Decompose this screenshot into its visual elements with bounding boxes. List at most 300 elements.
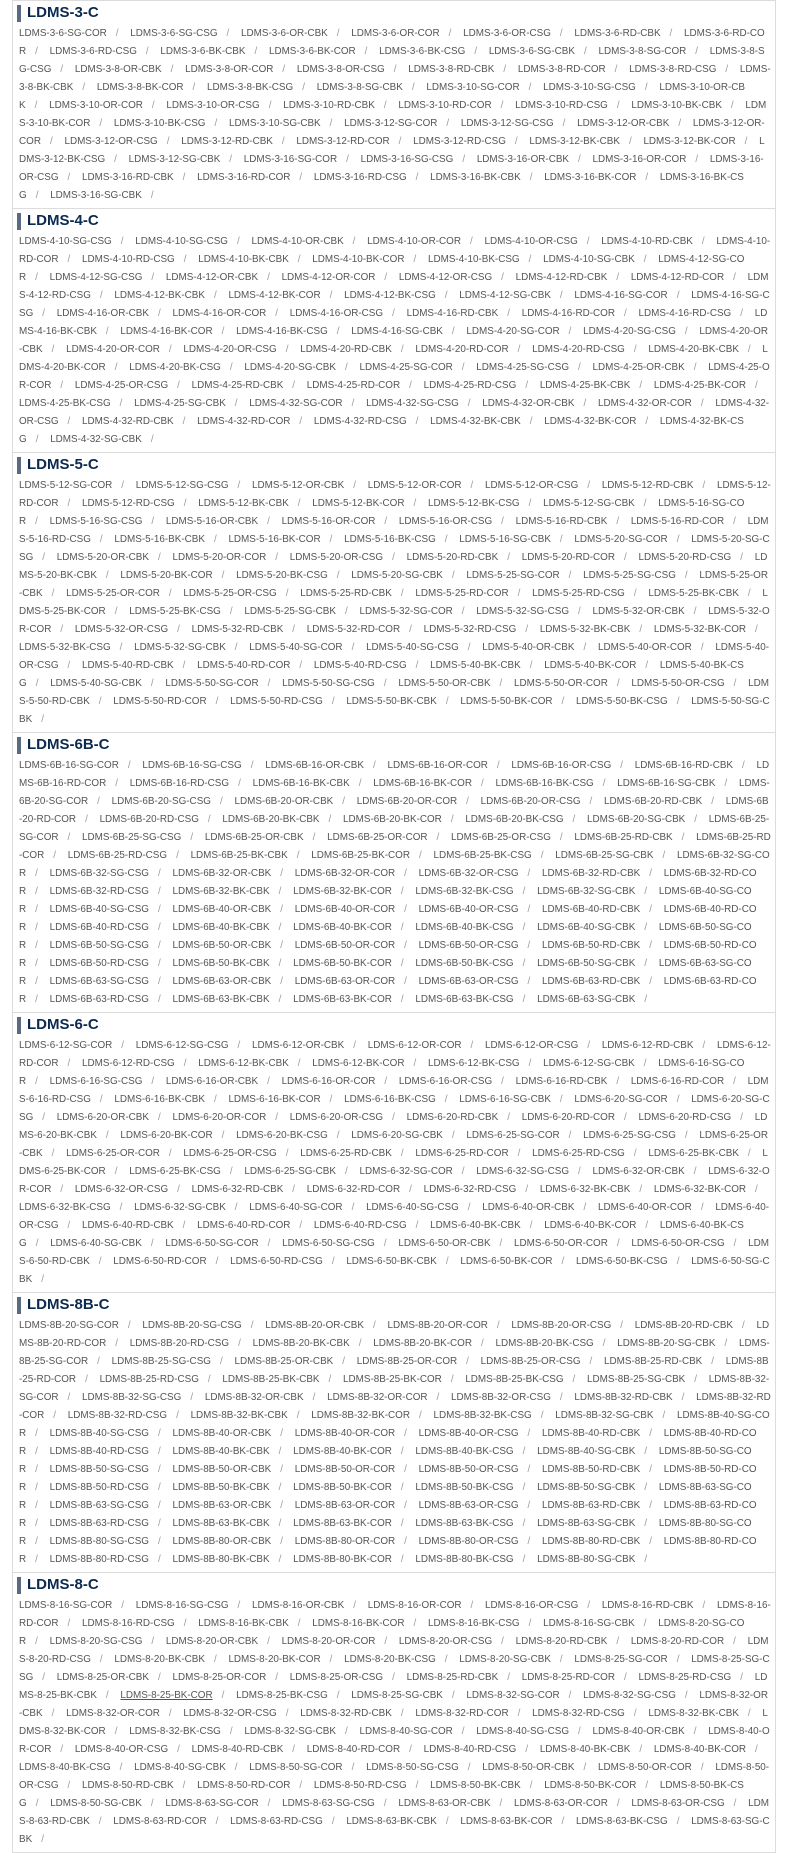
product-link[interactable]: LDMS-8-32-SG-CBK (244, 1726, 336, 1737)
product-link[interactable]: LDMS-6B-25-BK-CSG (433, 850, 532, 861)
product-link[interactable]: LDMS-6-12-SG-CBK (543, 1058, 635, 1069)
product-link[interactable]: LDMS-8-20-SG-CSG (49, 1636, 143, 1647)
product-link[interactable]: LDMS-6-32-OR-COR (19, 1166, 770, 1195)
product-link[interactable]: LDMS-8B-80-RD-CSG (49, 1554, 149, 1565)
product-link[interactable]: LDMS-6-40-SG-COR (249, 1202, 343, 1213)
product-link[interactable]: LDMS-8B-63-SG-CSG (49, 1500, 149, 1511)
product-link[interactable]: LDMS-3-16-OR-CBK (476, 154, 569, 165)
product-link[interactable]: LDMS-6-40-OR-CSG (19, 1202, 770, 1231)
product-link[interactable]: LDMS-5-50-RD-COR (113, 696, 207, 707)
product-link[interactable]: LDMS-6B-20-OR-CBK (234, 796, 334, 807)
product-link[interactable]: LDMS-8-50-SG-CSG (366, 1762, 459, 1773)
product-link[interactable]: LDMS-4-10-OR-CSG (484, 236, 578, 247)
product-link[interactable]: LDMS-8-32-RD-CSG (532, 1708, 625, 1719)
product-link[interactable]: LDMS-8B-32-OR-CBK (204, 1392, 304, 1403)
product-link[interactable]: LDMS-3-8-BK-CBK (19, 64, 771, 93)
product-link[interactable]: LDMS-3-12-RD-COR (296, 136, 390, 147)
product-link[interactable]: LDMS-6B-40-OR-COR (294, 904, 396, 915)
product-link[interactable]: LDMS-8-32-OR-CSG (183, 1708, 277, 1719)
product-link[interactable]: LDMS-5-32-RD-CBK (191, 624, 284, 635)
product-link[interactable]: LDMS-4-25-OR-CBK (592, 362, 685, 373)
product-link[interactable]: LDMS-5-12-SG-COR (19, 480, 113, 491)
product-link[interactable]: LDMS-4-20-SG-CSG (583, 326, 676, 337)
product-link[interactable]: LDMS-3-8-RD-CSG (629, 64, 717, 75)
product-link[interactable]: LDMS-8-20-RD-COR (630, 1636, 725, 1647)
product-link[interactable]: LDMS-8-32-RD-CBK (300, 1708, 392, 1719)
product-link[interactable]: LDMS-8-63-BK-COR (460, 1816, 553, 1827)
product-link[interactable]: LDMS-8-63-SG-COR (165, 1798, 259, 1809)
product-link[interactable]: LDMS-6-12-SG-COR (19, 1040, 113, 1051)
product-link[interactable]: LDMS-8-25-SG-CBK (351, 1690, 443, 1701)
product-link[interactable]: LDMS-6B-50-SG-CBK (537, 958, 636, 969)
product-link[interactable]: LDMS-5-25-OR-CSG (183, 588, 277, 599)
product-link[interactable]: LDMS-8B-25-SG-CSG (111, 1356, 211, 1367)
product-link[interactable]: LDMS-5-25-OR-COR (66, 588, 160, 599)
product-link[interactable]: LDMS-5-16-OR-CBK (165, 516, 259, 527)
product-link[interactable]: LDMS-6B-25-SG-CBK (555, 850, 654, 861)
product-link[interactable]: LDMS-3-16-SG-COR (243, 154, 338, 165)
product-link[interactable]: LDMS-8-63-BK-CBK (346, 1816, 437, 1827)
product-link[interactable]: LDMS-6B-40-RD-CBK (542, 904, 641, 915)
product-link[interactable]: LDMS-6-25-OR-CBK (19, 1130, 768, 1159)
product-link[interactable]: LDMS-8-40-BK-CSG (19, 1762, 111, 1773)
product-link[interactable]: LDMS-8B-25-RD-COR (19, 1356, 769, 1385)
product-link[interactable]: LDMS-6B-16-RD-CBK (634, 760, 734, 771)
product-link[interactable]: LDMS-4-12-BK-CSG (344, 290, 436, 301)
product-link[interactable]: LDMS-5-25-SG-CSG (583, 570, 676, 581)
product-link[interactable]: LDMS-4-20-SG-CBK (244, 362, 336, 373)
product-link[interactable]: LDMS-3-8-RD-COR (517, 64, 606, 75)
product-link[interactable]: LDMS-4-16-RD-CBK (406, 308, 499, 319)
product-link[interactable]: LDMS-8-25-RD-CSG (638, 1672, 732, 1683)
product-link[interactable]: LDMS-4-25-SG-COR (359, 362, 453, 373)
product-link[interactable]: LDMS-4-32-RD-COR (197, 416, 291, 427)
product-link[interactable]: LDMS-8-50-BK-CBK (430, 1780, 521, 1791)
product-link[interactable]: LDMS-8-50-SG-COR (249, 1762, 343, 1773)
product-link[interactable]: LDMS-3-12-OR-CSG (64, 136, 158, 147)
product-link[interactable]: LDMS-5-40-BK-CBK (430, 660, 521, 671)
product-link[interactable]: LDMS-5-20-SG-COR (574, 534, 668, 545)
product-link[interactable]: LDMS-8-25-OR-CBK (56, 1672, 149, 1683)
product-link[interactable]: LDMS-8-16-SG-CSG (135, 1600, 229, 1611)
product-link[interactable]: LDMS-6B-20-BK-COR (343, 814, 442, 825)
product-link[interactable]: LDMS-5-50-OR-CSG (631, 678, 725, 689)
product-link[interactable]: LDMS-8-20-BK-COR (228, 1654, 321, 1665)
product-link[interactable]: LDMS-8-32-SG-CSG (583, 1690, 676, 1701)
product-link[interactable]: LDMS-4-32-OR-CSG (19, 398, 770, 427)
product-link[interactable]: LDMS-6B-25-OR-COR (327, 832, 428, 843)
product-link[interactable]: LDMS-4-32-BK-CSG (19, 416, 744, 445)
product-link[interactable]: LDMS-8B-80-SG-CSG (49, 1536, 149, 1547)
product-link[interactable]: LDMS-8-40-RD-COR (306, 1744, 401, 1755)
product-link[interactable]: LDMS-8B-20-BK-CBK (252, 1338, 350, 1349)
product-link[interactable]: LDMS-8B-25-BK-CBK (222, 1374, 320, 1385)
product-link[interactable]: LDMS-6B-50-OR-CBK (172, 940, 272, 951)
product-link[interactable]: LDMS-3-16-BK-CBK (430, 172, 521, 183)
product-link[interactable]: LDMS-4-20-BK-CBK (648, 344, 739, 355)
product-link[interactable]: LDMS-5-20-SG-CSG (19, 534, 770, 563)
product-link[interactable]: LDMS-8-16-RD-CBK (601, 1600, 694, 1611)
product-link[interactable]: LDMS-6B-16-OR-CBK (265, 760, 364, 771)
product-link[interactable]: LDMS-6-50-BK-CSG (576, 1256, 668, 1267)
product-link[interactable]: LDMS-6-40-SG-CBK (50, 1238, 142, 1249)
product-link[interactable]: LDMS-4-20-OR-CBK (19, 326, 768, 355)
product-link[interactable]: LDMS-8B-80-BK-CBK (172, 1554, 270, 1565)
product-link[interactable]: LDMS-6-20-BK-CSG (236, 1130, 328, 1141)
product-link[interactable]: LDMS-5-32-SG-CBK (134, 642, 226, 653)
product-link[interactable]: LDMS-8B-40-BK-COR (293, 1446, 392, 1457)
product-link[interactable]: LDMS-3-12-SG-CBK (128, 154, 221, 165)
product-link[interactable]: LDMS-5-16-RD-COR (630, 516, 725, 527)
product-link[interactable]: LDMS-6-32-SG-CBK (134, 1202, 226, 1213)
product-link[interactable]: LDMS-8B-63-BK-CBK (172, 1518, 270, 1529)
product-link[interactable]: LDMS-5-12-BK-CSG (427, 498, 520, 509)
product-link[interactable]: LDMS-6-40-RD-CBK (82, 1220, 174, 1231)
product-link[interactable]: LDMS-6-32-SG-COR (359, 1166, 453, 1177)
product-link[interactable]: LDMS-5-25-BK-CSG (129, 606, 221, 617)
product-link[interactable]: LDMS-8B-50-OR-CSG (418, 1464, 519, 1475)
product-link[interactable]: LDMS-6B-20-BK-CBK (222, 814, 320, 825)
product-link[interactable]: LDMS-8-16-SG-COR (19, 1600, 113, 1611)
product-link[interactable]: LDMS-4-16-SG-COR (574, 290, 668, 301)
product-link[interactable]: LDMS-5-20-RD-CSG (638, 552, 732, 563)
product-link[interactable]: LDMS-6-20-SG-CBK (351, 1130, 443, 1141)
product-link[interactable]: LDMS-6B-25-OR-CSG (451, 832, 551, 843)
product-link[interactable]: LDMS-5-12-OR-CBK (252, 480, 345, 491)
product-link[interactable]: LDMS-6-32-BK-CSG (19, 1202, 111, 1213)
product-link[interactable]: LDMS-6-12-OR-COR (367, 1040, 462, 1051)
product-link[interactable]: LDMS-5-32-SG-CSG (476, 606, 569, 617)
product-link[interactable]: LDMS-4-32-SG-COR (249, 398, 343, 409)
product-link[interactable]: LDMS-4-10-BK-CBK (198, 254, 289, 265)
product-link[interactable]: LDMS-4-20-BK-COR (19, 344, 768, 373)
product-link[interactable]: LDMS-8B-20-BK-COR (373, 1338, 472, 1349)
product-link[interactable]: LDMS-3-10-RD-CBK (283, 100, 375, 111)
product-link[interactable]: LDMS-8B-63-RD-CSG (49, 1518, 149, 1529)
product-link[interactable]: LDMS-8-40-RD-CBK (191, 1744, 284, 1755)
product-link[interactable]: LDMS-4-12-RD-CSG (19, 272, 769, 301)
product-link[interactable]: LDMS-3-8-OR-CBK (74, 64, 162, 75)
product-link[interactable]: LDMS-6-16-OR-COR (281, 1076, 376, 1087)
product-link[interactable]: LDMS-6-25-OR-CSG (183, 1148, 277, 1159)
product-link[interactable]: LDMS-3-12-OR-COR (19, 118, 765, 147)
product-link[interactable]: LDMS-3-6-BK-COR (268, 46, 356, 57)
product-link[interactable]: LDMS-6-16-OR-CBK (165, 1076, 259, 1087)
product-link[interactable]: LDMS-3-16-OR-CSG (19, 154, 764, 183)
product-link[interactable]: LDMS-6-12-BK-CBK (198, 1058, 289, 1069)
product-link[interactable]: LDMS-5-32-RD-COR (306, 624, 401, 635)
product-link[interactable]: LDMS-8-32-BK-CBK (648, 1708, 739, 1719)
product-link[interactable]: LDMS-8-50-SG-CBK (50, 1798, 142, 1809)
product-link[interactable]: LDMS-5-25-OR-CBK (19, 570, 768, 599)
product-link[interactable]: LDMS-6B-40-SG-CBK (537, 922, 636, 933)
product-link[interactable]: LDMS-6-25-BK-COR (19, 1148, 768, 1177)
product-link[interactable]: LDMS-8-25-RD-COR (521, 1672, 615, 1683)
product-link[interactable]: LDMS-8-16-BK-CBK (198, 1618, 289, 1629)
product-link[interactable]: LDMS-5-32-BK-CSG (19, 642, 111, 653)
product-link[interactable]: LDMS-8B-32-BK-CBK (190, 1410, 288, 1421)
product-link[interactable]: LDMS-8-20-OR-CBK (165, 1636, 259, 1647)
product-link[interactable]: LDMS-4-10-RD-CBK (601, 236, 693, 247)
product-link[interactable]: LDMS-6B-16-SG-CBK (617, 778, 716, 789)
product-link[interactable]: LDMS-6-40-RD-CSG (313, 1220, 407, 1231)
product-link[interactable]: LDMS-3-10-SG-CBK (228, 118, 321, 129)
product-link[interactable]: LDMS-8B-20-OR-CSG (511, 1320, 612, 1331)
product-link[interactable]: LDMS-5-16-SG-COR (19, 498, 745, 527)
product-link[interactable]: LDMS-8-32-BK-COR (19, 1708, 768, 1737)
product-link[interactable]: LDMS-8B-40-BK-CSG (415, 1446, 514, 1457)
product-link[interactable]: LDMS-8B-50-BK-COR (293, 1482, 392, 1493)
product-link[interactable]: LDMS-8-40-RD-CSG (423, 1744, 517, 1755)
product-link[interactable]: LDMS-5-40-SG-COR (249, 642, 343, 653)
product-link[interactable]: LDMS-5-50-OR-CBK (398, 678, 491, 689)
product-link[interactable]: LDMS-8B-25-SG-COR (19, 1338, 770, 1367)
product-link[interactable]: LDMS-8B-20-RD-COR (19, 1320, 770, 1349)
product-link[interactable]: LDMS-8-25-SG-COR (574, 1654, 668, 1665)
product-link[interactable]: LDMS-6B-50-OR-CSG (418, 940, 519, 951)
product-link[interactable]: LDMS-8-50-BK-CSG (19, 1780, 744, 1809)
product-link[interactable]: LDMS-5-12-BK-COR (312, 498, 405, 509)
product-link[interactable]: LDMS-6B-63-BK-CBK (172, 994, 270, 1005)
product-link[interactable]: LDMS-6B-32-RD-COR (19, 868, 757, 897)
product-link[interactable]: LDMS-5-50-RD-CSG (230, 696, 323, 707)
product-link[interactable]: LDMS-5-16-RD-CBK (515, 516, 608, 527)
product-link[interactable]: LDMS-6B-50-SG-COR (19, 922, 752, 951)
product-link[interactable]: LDMS-3-6-RD-CBK (574, 28, 661, 39)
product-link[interactable]: LDMS-6B-16-BK-COR (373, 778, 472, 789)
product-link[interactable]: LDMS-5-12-SG-CSG (135, 480, 229, 491)
product-link[interactable]: LDMS-8-20-RD-CSG (19, 1636, 769, 1665)
product-link[interactable]: LDMS-8-32-RD-COR (415, 1708, 509, 1719)
product-link[interactable]: LDMS-3-12-BK-CSG (19, 136, 765, 165)
product-link[interactable]: LDMS-5-20-SG-CBK (351, 570, 443, 581)
product-link[interactable]: LDMS-3-12-SG-COR (344, 118, 438, 129)
product-link[interactable]: LDMS-6B-32-SG-CBK (537, 886, 636, 897)
product-link[interactable]: LDMS-6B-63-SG-CSG (49, 976, 149, 987)
product-link[interactable]: LDMS-6-25-SG-COR (466, 1130, 560, 1141)
product-link[interactable]: LDMS-4-10-RD-CSG (82, 254, 175, 265)
product-link[interactable]: LDMS-3-8-BK-CSG (207, 82, 294, 93)
product-link[interactable]: LDMS-6-16-OR-CSG (398, 1076, 493, 1087)
product-link[interactable]: LDMS-5-12-OR-COR (367, 480, 462, 491)
product-link[interactable]: LDMS-6-32-RD-COR (306, 1184, 401, 1195)
product-link[interactable]: LDMS-6B-20-RD-CBK (604, 796, 703, 807)
product-link[interactable]: LDMS-8B-40-SG-CBK (537, 1446, 636, 1457)
product-link[interactable]: LDMS-6B-32-SG-COR (19, 850, 770, 879)
product-link[interactable]: LDMS-6-25-RD-CBK (300, 1148, 392, 1159)
product-link[interactable]: LDMS-6-20-BK-COR (120, 1130, 213, 1141)
product-link[interactable]: LDMS-4-20-RD-CSG (532, 344, 625, 355)
product-link[interactable]: LDMS-3-10-OR-CSG (166, 100, 260, 111)
product-link[interactable]: LDMS-8-32-SG-COR (466, 1690, 560, 1701)
product-link[interactable]: LDMS-4-32-BK-COR (544, 416, 637, 427)
product-link[interactable]: LDMS-4-10-SG-CSG (19, 236, 112, 247)
product-link[interactable]: LDMS-5-20-BK-COR (120, 570, 213, 581)
product-link[interactable]: LDMS-3-12-BK-CBK (529, 136, 620, 147)
product-link[interactable]: LDMS-4-16-SG-CBK (351, 326, 443, 337)
product-link[interactable]: LDMS-6-40-OR-COR (597, 1202, 692, 1213)
product-link[interactable]: LDMS-3-10-OR-COR (49, 100, 143, 111)
product-link[interactable]: LDMS-6-12-RD-CSG (82, 1058, 175, 1069)
product-link[interactable]: LDMS-4-20-BK-CSG (129, 362, 221, 373)
product-link[interactable]: LDMS-4-12-SG-COR (19, 254, 745, 283)
product-link[interactable]: LDMS-3-10-BK-COR (19, 100, 767, 129)
product-link[interactable]: LDMS-8B-50-OR-CBK (172, 1464, 272, 1475)
product-link[interactable]: LDMS-8-16-OR-CBK (252, 1600, 345, 1611)
product-link[interactable]: LDMS-8B-80-OR-COR (294, 1536, 396, 1547)
product-link[interactable]: LDMS-6-40-RD-COR (197, 1220, 291, 1231)
product-link[interactable]: LDMS-6-16-RD-COR (630, 1076, 725, 1087)
product-link[interactable]: LDMS-6-50-BK-COR (460, 1256, 553, 1267)
product-link[interactable]: LDMS-5-40-OR-CSG (19, 642, 770, 671)
product-link[interactable]: LDMS-6B-20-OR-COR (356, 796, 458, 807)
product-link[interactable]: LDMS-4-32-SG-CBK (50, 434, 142, 445)
product-link[interactable]: LDMS-6-32-RD-CSG (423, 1184, 517, 1195)
product-link[interactable]: LDMS-6-20-OR-CBK (56, 1112, 149, 1123)
product-link[interactable]: LDMS-8-50-RD-CSG (313, 1780, 407, 1791)
product-link[interactable]: LDMS-6-16-RD-CBK (515, 1076, 608, 1087)
product-link[interactable]: LDMS-6-40-BK-COR (544, 1220, 637, 1231)
product-link[interactable]: LDMS-4-32-RD-CBK (82, 416, 174, 427)
product-link[interactable]: LDMS-6-50-RD-CSG (230, 1256, 323, 1267)
product-link[interactable]: LDMS-6-20-SG-COR (574, 1094, 668, 1105)
product-link[interactable]: LDMS-4-16-SG-CSG (19, 290, 770, 319)
product-link[interactable]: LDMS-5-40-BK-CSG (19, 660, 744, 689)
product-link[interactable]: LDMS-5-20-BK-CBK (19, 552, 768, 581)
product-link[interactable]: LDMS-5-25-SG-COR (466, 570, 560, 581)
product-link[interactable]: LDMS-6B-32-OR-CBK (172, 868, 272, 879)
product-link[interactable]: LDMS-8B-32-SG-CBK (555, 1410, 654, 1421)
product-link[interactable]: LDMS-6-20-OR-CSG (289, 1112, 384, 1123)
product-link[interactable]: LDMS-6B-16-BK-CSG (495, 778, 594, 789)
product-link[interactable]: LDMS-5-40-BK-COR (544, 660, 637, 671)
product-link[interactable]: LDMS-4-20-OR-COR (66, 344, 160, 355)
product-link[interactable]: LDMS-8-40-SG-CBK (134, 1762, 226, 1773)
product-link[interactable]: LDMS-3-10-OR-CBK (19, 82, 745, 111)
product-link[interactable]: LDMS-8-40-BK-CBK (539, 1744, 631, 1755)
product-link[interactable]: LDMS-5-32-BK-CBK (539, 624, 631, 635)
product-link[interactable]: LDMS-6-20-RD-CBK (406, 1112, 499, 1123)
product-link[interactable]: LDMS-3-6-OR-COR (351, 28, 440, 39)
product-link[interactable]: LDMS-5-20-OR-CSG (289, 552, 384, 563)
product-link[interactable]: LDMS-5-32-RD-CSG (423, 624, 517, 635)
product-link[interactable]: LDMS-8B-25-BK-CSG (465, 1374, 564, 1385)
product-link[interactable]: LDMS-6B-40-OR-CBK (172, 904, 272, 915)
product-link[interactable]: LDMS-6-25-RD-COR (415, 1148, 509, 1159)
product-link[interactable]: LDMS-6-20-RD-COR (521, 1112, 615, 1123)
product-link[interactable]: LDMS-8B-25-OR-CSG (480, 1356, 581, 1367)
product-link[interactable]: LDMS-3-16-BK-COR (544, 172, 637, 183)
product-link[interactable]: LDMS-5-25-RD-CBK (300, 588, 392, 599)
product-link[interactable]: LDMS-4-16-BK-CBK (19, 308, 768, 337)
product-link[interactable]: LDMS-8B-40-RD-COR (19, 1428, 757, 1457)
product-link[interactable]: LDMS-5-40-SG-CBK (50, 678, 142, 689)
product-link[interactable]: LDMS-6B-16-RD-CSG (129, 778, 230, 789)
product-link[interactable]: LDMS-8-20-BK-CSG (344, 1654, 436, 1665)
product-link[interactable]: LDMS-8-63-OR-CBK (398, 1798, 491, 1809)
product-link[interactable]: LDMS-6-32-SG-CSG (476, 1166, 569, 1177)
product-link[interactable]: LDMS-3-16-SG-CSG (360, 154, 454, 165)
product-link[interactable]: LDMS-6B-32-RD-CBK (542, 868, 641, 879)
product-link[interactable]: LDMS-6B-20-SG-COR (19, 778, 770, 807)
product-link[interactable]: LDMS-6-12-RD-COR (19, 1040, 771, 1069)
product-link[interactable]: LDMS-8B-25-SG-CBK (587, 1374, 686, 1385)
product-link[interactable]: LDMS-8B-50-OR-COR (294, 1464, 396, 1475)
product-link[interactable]: LDMS-8B-63-BK-CSG (415, 1518, 514, 1529)
product-link[interactable]: LDMS-8B-40-OR-COR (294, 1428, 396, 1439)
product-link[interactable]: LDMS-6B-63-OR-CSG (418, 976, 519, 987)
product-link[interactable]: LDMS-5-12-BK-CBK (198, 498, 289, 509)
product-link[interactable]: LDMS-6-16-SG-CSG (49, 1076, 143, 1087)
product-link[interactable]: LDMS-4-12-OR-COR (281, 272, 376, 283)
product-link[interactable]: LDMS-6-40-BK-CBK (430, 1220, 521, 1231)
product-link[interactable]: LDMS-6B-16-BK-CBK (252, 778, 350, 789)
product-link[interactable]: LDMS-3-6-SG-COR (19, 28, 107, 39)
product-link[interactable]: LDMS-8B-40-OR-CSG (418, 1428, 519, 1439)
product-link[interactable]: LDMS-8B-63-RD-COR (19, 1500, 757, 1529)
product-link[interactable]: LDMS-5-40-RD-CBK (82, 660, 174, 671)
product-link[interactable]: LDMS-6B-25-RD-CBK (574, 832, 673, 843)
product-link[interactable]: LDMS-3-6-BK-CSG (379, 46, 466, 57)
product-link[interactable]: LDMS-8B-32-RD-COR (19, 1392, 771, 1421)
product-link[interactable]: LDMS-3-6-SG-CSG (130, 28, 218, 39)
product-link[interactable]: LDMS-3-8-RD-CBK (408, 64, 495, 75)
product-link[interactable]: LDMS-4-20-SG-COR (466, 326, 560, 337)
product-link[interactable]: LDMS-5-32-OR-CBK (592, 606, 685, 617)
product-link[interactable]: LDMS-5-12-RD-COR (19, 480, 771, 509)
product-link[interactable]: LDMS-4-32-SG-CSG (366, 398, 459, 409)
product-link[interactable]: LDMS-6B-25-OR-CBK (204, 832, 304, 843)
product-link[interactable]: LDMS-5-25-SG-CBK (244, 606, 336, 617)
product-link[interactable]: LDMS-8-40-OR-CBK (592, 1726, 685, 1737)
product-link[interactable]: LDMS-8B-20-RD-CSG (129, 1338, 230, 1349)
product-link[interactable]: LDMS-4-16-OR-CBK (56, 308, 149, 319)
product-link[interactable]: LDMS-8B-40-SG-COR (19, 1410, 770, 1439)
product-link[interactable]: LDMS-6-25-OR-COR (66, 1148, 160, 1159)
product-link[interactable]: LDMS-8B-80-RD-COR (19, 1536, 757, 1565)
product-link[interactable]: LDMS-8B-50-RD-COR (19, 1464, 757, 1493)
product-link[interactable]: LDMS-3-8-SG-COR (598, 46, 687, 57)
product-link[interactable]: LDMS-4-16-RD-CSG (638, 308, 732, 319)
product-link[interactable]: LDMS-5-40-OR-CBK (482, 642, 575, 653)
product-link[interactable]: LDMS-4-16-OR-COR (172, 308, 267, 319)
product-link[interactable]: LDMS-6B-40-BK-COR (293, 922, 392, 933)
product-link[interactable]: LDMS-6-16-BK-CBK (114, 1094, 205, 1105)
product-link[interactable]: LDMS-8B-32-SG-CSG (82, 1392, 182, 1403)
product-link[interactable]: LDMS-8-63-RD-CBK (19, 1798, 769, 1827)
product-link[interactable]: LDMS-6B-16-SG-CSG (142, 760, 242, 771)
product-link[interactable]: LDMS-5-32-OR-COR (19, 606, 770, 635)
product-link[interactable]: LDMS-5-32-OR-CSG (74, 624, 169, 635)
product-link[interactable]: LDMS-4-32-OR-CBK (482, 398, 575, 409)
product-link[interactable]: LDMS-6-20-RD-CSG (638, 1112, 732, 1123)
product-link[interactable]: LDMS-6-32-OR-CSG (74, 1184, 169, 1195)
product-link[interactable]: LDMS-6-16-BK-CSG (344, 1094, 436, 1105)
product-link[interactable]: LDMS-5-32-SG-COR (359, 606, 453, 617)
product-link[interactable]: LDMS-3-12-OR-CBK (577, 118, 670, 129)
product-link[interactable]: LDMS-8-16-OR-COR (367, 1600, 462, 1611)
product-link[interactable]: LDMS-6B-63-RD-CBK (542, 976, 641, 987)
product-link[interactable]: LDMS-6-25-RD-CSG (532, 1148, 625, 1159)
product-link[interactable]: LDMS-4-25-BK-CBK (539, 380, 631, 391)
product-link[interactable]: LDMS-3-16-OR-COR (592, 154, 687, 165)
product-link[interactable]: LDMS-8-40-SG-COR (359, 1726, 453, 1737)
product-link[interactable]: LDMS-8B-20-OR-CBK (265, 1320, 364, 1331)
product-link[interactable]: LDMS-8B-20-SG-COR (19, 1320, 119, 1331)
product-link[interactable]: LDMS-8B-80-SG-COR (19, 1518, 752, 1547)
product-link[interactable]: LDMS-8B-32-BK-COR (311, 1410, 410, 1421)
product-link[interactable]: LDMS-5-50-SG-CSG (282, 678, 375, 689)
